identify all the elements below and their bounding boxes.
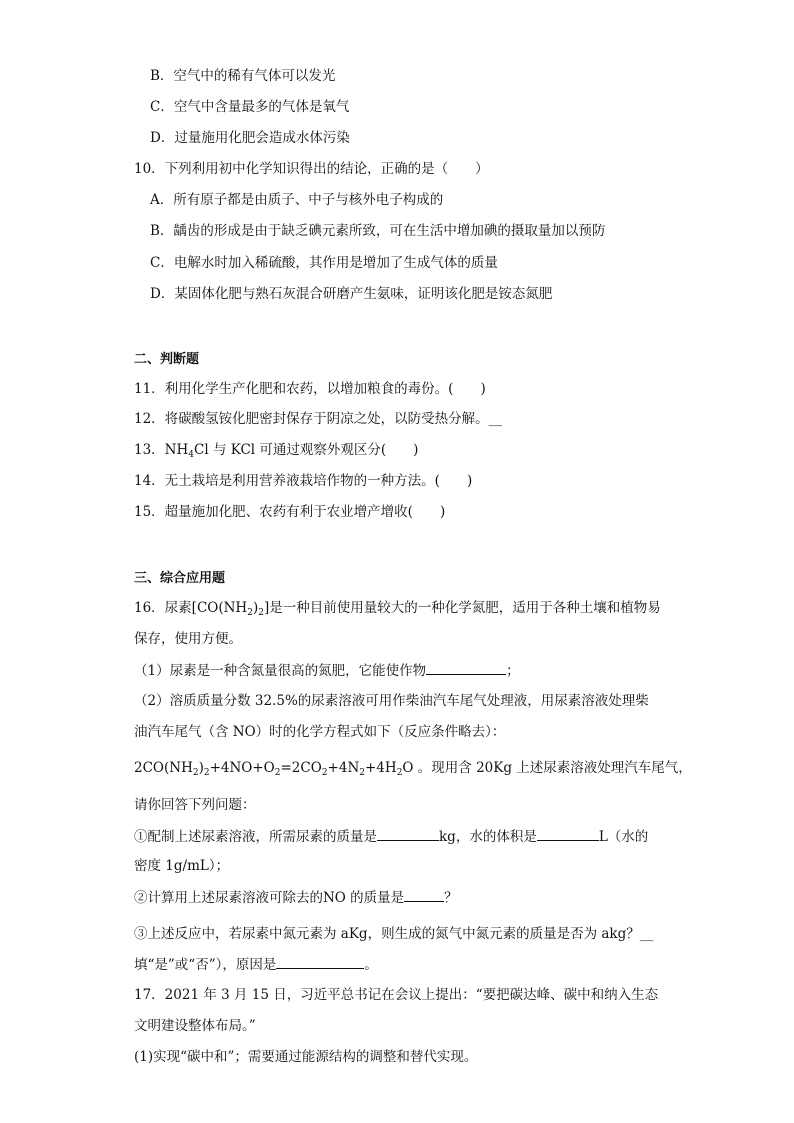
q16-sub3: ③上述反应中，若尿素中氮元素为 aKg，则生成的氮气中氮元素的质量是否为 akg？__ bbox=[134, 926, 654, 942]
q10-option-b: B．龋齿的形成是由于缺乏碘元素所致，可在生活中增加碘的摄取量加以预防 bbox=[150, 223, 606, 239]
q16-sub3-cont bbox=[134, 954, 378, 975]
q16-sub2-text: ？ bbox=[444, 890, 458, 906]
answer-blank[interactable] bbox=[537, 826, 599, 841]
q11: 11．利用化学生产化肥和农药，以增加粮食的毒份。( ) bbox=[134, 381, 486, 397]
q16-sub1 bbox=[134, 826, 648, 847]
q17-line2: 文明建设整体布局。” bbox=[134, 1018, 256, 1034]
q16-part2-b: 油汽车尾气（含 NO）时的化学方程式如下（反应条件略去）： bbox=[134, 724, 506, 740]
q13-prefix: 13．NH bbox=[134, 442, 189, 458]
q16-sub1-text: kg，水的体积是 bbox=[439, 829, 537, 845]
q13 bbox=[134, 440, 418, 460]
q16-line2: 保存，使用方便。 bbox=[134, 631, 242, 647]
answer-blank[interactable] bbox=[426, 660, 506, 675]
q16-part1 bbox=[134, 660, 520, 681]
section-heading-application: 三、综合应用题 bbox=[134, 571, 226, 586]
answer-blank[interactable] bbox=[276, 954, 364, 969]
q13-bracket: ( ) bbox=[380, 442, 419, 458]
q16-text: ) bbox=[252, 600, 259, 616]
answer-blank[interactable] bbox=[377, 826, 439, 841]
q16-sub: 2 bbox=[247, 608, 253, 618]
q9-option-b: B．空气中的稀有气体可以发光 bbox=[150, 68, 336, 84]
q9-option-d: D．过量施用化肥会造成水体污染 bbox=[150, 130, 350, 146]
q16-text: 16．尿素[CO(NH bbox=[134, 600, 248, 616]
chemical-equation: $2CO(NH_2)_2+4NO+O_2=2CO_2+4N_2+4H_2O$ bbox=[134, 760, 414, 778]
q16-text: ]是一种目前使用量较大的一种化学氮肥，适用于各种土壤和植物易 bbox=[263, 600, 661, 616]
q16-sub3-text: 。 bbox=[364, 957, 378, 973]
q16-sub3-text: 填“是”或“否”），原因是 bbox=[134, 957, 277, 973]
q16-line1 bbox=[134, 598, 661, 618]
q10-option-c: C．电解水时加入稀硫酸，其作用是增加了生成气体的质量 bbox=[150, 255, 498, 271]
q16-equation-tail: 。现用含 20Kg 上述尿素溶液处理汽车尾气， bbox=[417, 760, 692, 776]
q16-part1-end: ； bbox=[506, 663, 520, 679]
q16-sub2 bbox=[134, 887, 458, 908]
q13-text: Cl 与 KCl 可通过观察外观区分 bbox=[194, 442, 381, 458]
q10-option-a: A．所有原子都是由质子、中子与核外电子构成的 bbox=[150, 192, 444, 208]
answer-blank[interactable] bbox=[404, 887, 444, 902]
q17-line1: 17．2021 年 3 月 15 日，习近平总书记在会议上提出：“要把碳达峰、碳中和纳入生态 bbox=[134, 987, 659, 1003]
q16-sub1-cont: 密度 1g/mL）； bbox=[134, 858, 230, 874]
q13-subscript: 4 bbox=[188, 450, 194, 460]
q16-sub1-text: L（水的 bbox=[598, 829, 649, 845]
q14: 14．无土栽培是利用营养液栽培作物的一种方法。( ) bbox=[134, 473, 473, 489]
q12: 12．将碳酸氢铵化肥密封保存于阴凉之处，以防受热分解。__ bbox=[134, 411, 503, 427]
q16-ask: 请你回答下列问题： bbox=[134, 797, 256, 813]
q16-part1-text: （1）尿素是一种含氮量很高的氮肥，它能使作物 bbox=[134, 663, 427, 679]
q10-stem: 10．下列利用初中化学知识得出的结论，正确的是（ ） bbox=[134, 161, 489, 177]
section-heading-judgement: 二、判断题 bbox=[134, 352, 200, 367]
q17-sub1: (1)实现“碳中和”；需要通过能源结构的调整和替代实现。 bbox=[134, 1049, 478, 1065]
q16-part2-a: （2）溶质质量分数 32.5%的尿素溶液可用作柴油汽车尾气处理液，用尿素溶液处理柴 bbox=[134, 693, 649, 709]
q16-equation-line bbox=[134, 758, 692, 778]
q10-option-d: D．某固体化肥与熟石灰混合研磨产生氨味，证明该化肥是铵态氮肥 bbox=[150, 286, 553, 302]
q15: 15．超量施加化肥、农药有利于农业增产增收( ) bbox=[134, 504, 446, 520]
q9-option-c: C．空气中含量最多的气体是氧气 bbox=[150, 99, 350, 115]
q16-sub2-text: ②计算用上述尿素溶液可除去的NO 的质量是 bbox=[134, 890, 405, 906]
q16-sub1-text: ①配制上述尿素溶液，所需尿素的质量是 bbox=[134, 829, 377, 845]
q16-sub: 2 bbox=[258, 608, 264, 618]
